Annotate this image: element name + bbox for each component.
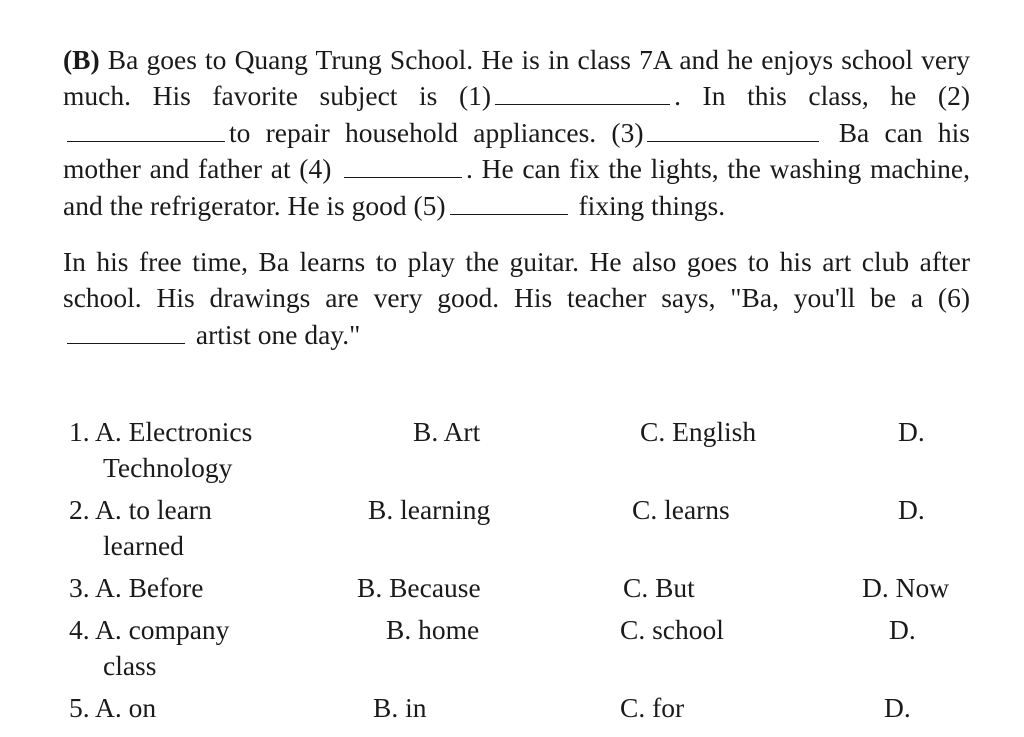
question-2-option-b: B. learning xyxy=(368,494,491,525)
passage-paragraph-2 xyxy=(63,244,970,353)
question-1-option-d: D. xyxy=(898,416,925,447)
blank-3 xyxy=(647,117,819,142)
passage-text: In his free time, Ba learns to play the guitar. He also goes to his art club after school. His drawings are very good. His teacher says, "Ba, you'll be a (6) xyxy=(63,246,970,314)
question-4-option-b: B. home xyxy=(386,614,480,645)
section-label: (B) xyxy=(63,44,100,75)
blank-1 xyxy=(495,80,670,105)
passage-paragraph-1 xyxy=(63,42,970,224)
question-1-option-a xyxy=(69,414,252,486)
passage-text: Ba goes to Quang Trung School. He is in class 7A and he enjoys school very much. His favorite subject is (1) xyxy=(63,44,970,112)
passage-text: to repair household appliances. (3) xyxy=(229,116,644,148)
passage-text: fixing things. xyxy=(571,189,726,221)
question-4-option-c: C. school xyxy=(620,614,724,645)
option-a-continuation: class xyxy=(103,650,157,681)
option-a-text: 4. A. company xyxy=(69,614,230,645)
question-5-option-a: 5. A. on xyxy=(69,692,157,723)
question-4-option-d: D. xyxy=(889,614,916,645)
blank-2 xyxy=(67,117,225,142)
option-a-continuation: learned xyxy=(103,530,184,561)
passage-text: . In this class, he (2) xyxy=(674,80,971,112)
question-1-option-c: C. English xyxy=(640,416,757,447)
passage-text: artist one day." xyxy=(189,318,361,350)
question-4-option-a xyxy=(69,612,229,684)
blank-6 xyxy=(67,319,185,344)
option-a-text: 1. A. Electronics xyxy=(69,416,253,447)
question-5-option-c: C. for xyxy=(620,692,685,723)
question-2-option-d: D. xyxy=(898,494,925,525)
option-a-text: 2. A. to learn xyxy=(69,494,212,525)
question-3-option-b: B. Because xyxy=(357,572,481,603)
question-5-option-b: B. in xyxy=(373,692,427,723)
passage-text: Ba can his mother and father at (4) xyxy=(63,116,970,185)
question-5-option-d: D. xyxy=(884,692,911,723)
option-a-continuation: Technology xyxy=(103,452,233,483)
question-3-option-d: D. Now xyxy=(862,572,950,603)
question-1-option-b: B. Art xyxy=(413,416,481,447)
blank-5 xyxy=(450,190,568,215)
question-2-option-c: C. learns xyxy=(632,494,730,525)
question-3-option-a: 3. A. Before xyxy=(69,572,204,603)
exercise-page xyxy=(63,42,970,353)
passage-text: . He can fix the lights, the washing machine, and the refrigerator. He is good (5) xyxy=(63,153,970,221)
blank-4 xyxy=(344,153,462,178)
question-2-option-a xyxy=(69,492,212,564)
question-3-option-c: C. But xyxy=(623,572,695,603)
